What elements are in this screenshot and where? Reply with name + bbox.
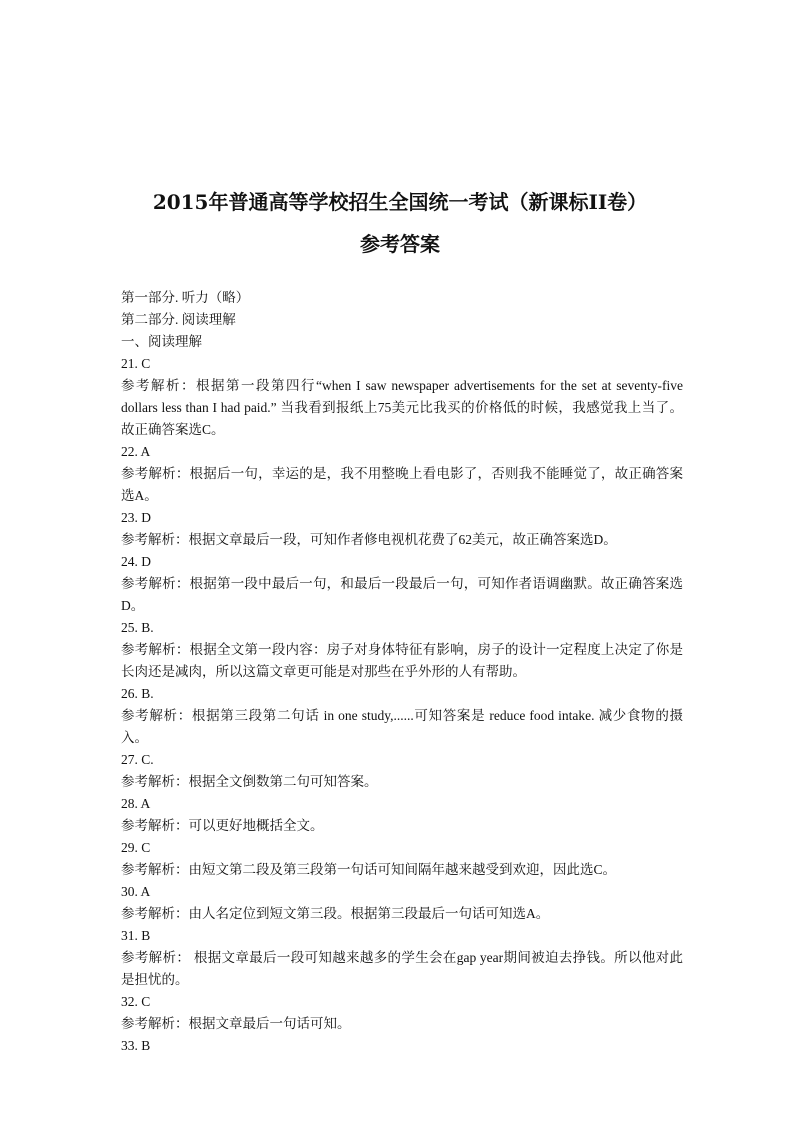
answer-explanation: 参考解析：由短文第二段及第三段第一句话可知间隔年越来越受到欢迎，因此选C。 <box>121 862 617 877</box>
answer-number: 32. C <box>121 994 151 1009</box>
document-subtitle: 参考答案 <box>360 232 440 256</box>
answer-number: 33. B <box>121 1038 151 1053</box>
answer-body <box>121 287 683 1057</box>
answer-explanation: 参考解析：由人名定位到短文第三段。根据第三段最后一句话可知选A。 <box>121 906 550 921</box>
answer-explanation: 参考解析：根据全文第一段内容：房子对身体特征有影响，房子的设计一定程度上决定了你是长肉还是减肉，所以这篇文章更可能是对那些在乎外形的人有帮助。 <box>121 642 683 679</box>
answer-explanation: 参考解析： 根据文章最后一段可知越来越多的学生会在gap year期间被迫去挣钱。所以他对此是担忧的。 <box>121 950 683 987</box>
answer-explanation: 参考解析：根据全文倒数第二句可知答案。 <box>121 774 378 789</box>
answer-number: 26. B. <box>121 686 154 701</box>
answer-explanation: 参考解析：根据第三段第二句话 in one study,......可知答案是 reduce food intake. 减少食物的摄入。 <box>121 708 683 745</box>
answer-explanation: 参考解析：可以更好地概括全文。 <box>121 818 324 833</box>
answer-number: 28. A <box>121 796 151 811</box>
answer-number: 29. C <box>121 840 151 855</box>
answer-number: 21. C <box>121 356 151 371</box>
part-heading-listening: 第一部分. 听力（略） <box>121 290 250 305</box>
answer-explanation: 参考解析：根据第一段中最后一句，和最后一段最后一句，可知作者语调幽默。故正确答案选D。 <box>121 576 683 613</box>
answer-explanation: 参考解析：根据后一句，幸运的是，我不用整晚上看电影了，否则我不能睡觉了，故正确答案选A。 <box>121 466 683 503</box>
answer-number: 27. C. <box>121 752 154 767</box>
answer-number: 30. A <box>121 884 151 899</box>
document-title: 2015年普通高等学校招生全国统一考试（新课标II卷） <box>152 190 648 214</box>
answer-explanation: 参考解析：根据文章最后一段，可知作者修电视机花费了62美元，故正确答案选D。 <box>121 532 617 547</box>
answer-explanation: 参考解析：根据文章最后一句话可知。 <box>121 1016 351 1031</box>
answer-number: 25. B. <box>121 620 154 635</box>
part-heading-reading: 第二部分. 阅读理解 <box>121 312 236 327</box>
answer-explanation: 参考解析：根据第一段第四行“when I saw newspaper advertisements for the set at seventy-five dollars less than I had paid.” 当我看到报纸上75美元比我买的价格低的时候，我感觉我上当了。故正确答案选C。 <box>121 378 683 437</box>
answer-number: 22. A <box>121 444 151 459</box>
section-heading: 一、阅读理解 <box>121 334 202 349</box>
answer-number: 23. D <box>121 510 151 525</box>
answer-number: 24. D <box>121 554 151 569</box>
answer-number: 31. B <box>121 928 151 943</box>
